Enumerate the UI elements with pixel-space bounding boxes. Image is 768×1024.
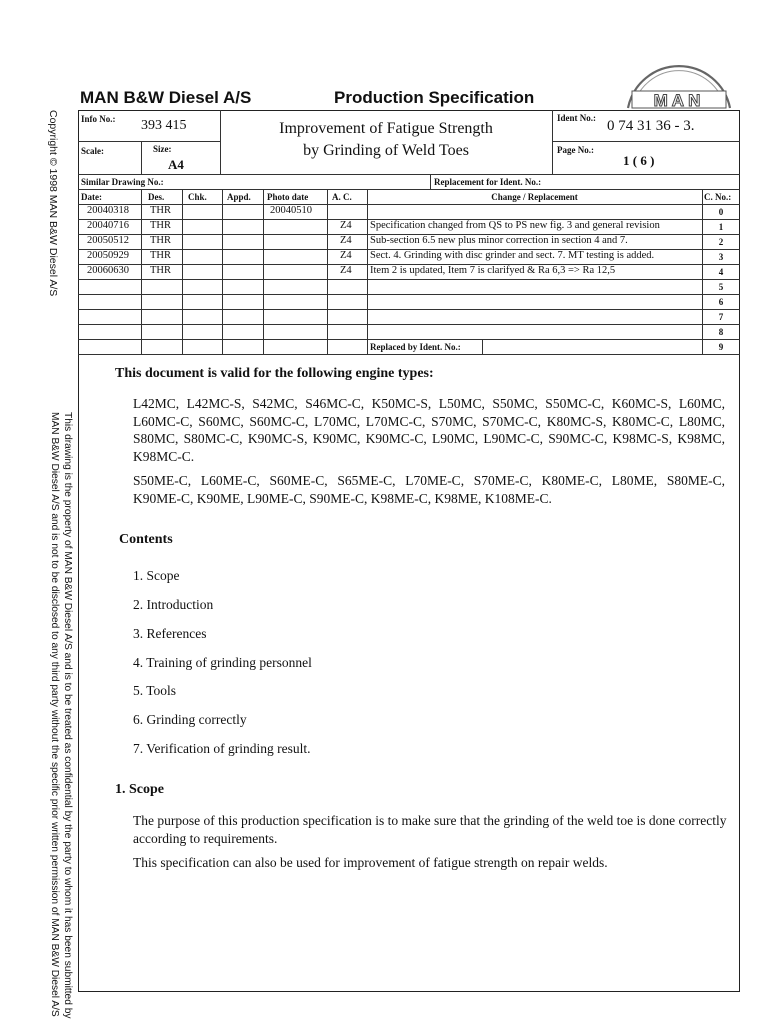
rev-cno: 8 <box>718 327 724 337</box>
rev-change: Sect. 4. Grinding with disc grinder and sect. 7. MT testing is added. <box>370 250 655 261</box>
rev-ac: Z4 <box>340 235 352 246</box>
copyright-notice: Copyright © 1998 MAN B&W Diesel A/S <box>47 110 59 297</box>
property-notice-line2: MAN B&W Diesel A/S and is not to be disclosed to any third party without the specific prior written permission of MAN B&W Diesel A/S <box>49 412 60 1017</box>
page-number: 1 ( 6 ) <box>623 153 655 168</box>
rev-date: 20050929 <box>87 250 129 261</box>
contents-item: 7. Verification of grinding result. <box>133 741 311 756</box>
rev-change: Item 2 is updated, Item 7 is clarifyed & Ra 6,3 => Ra 12,5 <box>370 265 616 276</box>
contents-item: 3. References <box>133 626 207 641</box>
engine-types-me: S50ME-C, L60ME-C, S60ME-C, S65ME-C, L70ME-C, S70ME-C, K80ME-C, L80ME, S80ME-C, K90ME-C, K90ME, L90ME-C, S90ME-C, K98ME-C, K98ME, K108ME-C. <box>133 473 725 506</box>
rev-change: Specification changed from QS to PS new fig. 3 and general revision <box>370 220 660 231</box>
rev-des: THR <box>150 250 171 261</box>
page-label: Page No.: <box>557 145 594 155</box>
company-name: MAN B&W Diesel A/S <box>80 88 252 107</box>
scope-heading: 1. Scope <box>115 782 164 797</box>
size-label: Size: <box>153 144 172 154</box>
contents-item: 1. Scope <box>133 568 180 583</box>
rev-date: 20040318 <box>87 205 129 216</box>
col-appd: Appd. <box>227 192 251 202</box>
rev-des: THR <box>150 235 171 246</box>
svg-text:MAN: MAN <box>653 91 705 110</box>
info-number: 393 415 <box>141 118 187 133</box>
rev-ac: Z4 <box>340 250 352 261</box>
rev-ac: Z4 <box>340 220 352 231</box>
document-title-line1: Improvement of Fatigue Strength <box>279 120 493 137</box>
ident-number: 0 74 31 36 - 3. <box>607 118 695 134</box>
rev-photo-date: 20040510 <box>270 205 312 216</box>
size-value: A4 <box>168 157 184 172</box>
contents-heading: Contents <box>119 532 173 547</box>
rev-des: THR <box>150 220 171 231</box>
rev-cno: 3 <box>718 252 724 262</box>
contents-item: 4. Training of grinding personnel <box>133 655 312 670</box>
document-type: Production Specification <box>334 88 535 107</box>
ident-label: Ident No.: <box>557 113 597 123</box>
col-chk: Chk. <box>188 192 207 202</box>
rev-cno: 1 <box>718 222 724 232</box>
man-logo <box>618 48 740 110</box>
property-notice-line1: This drawing is the property of MAN B&W Diesel A/S and is to be treated as confidential by the party to whom it has been submitted by <box>62 412 73 1019</box>
rev-change: Sub-section 6.5 new plus minor correction in section 4 and 7. <box>370 235 628 246</box>
contents-item: 6. Grinding correctly <box>133 712 247 727</box>
col-change: Change / Replacement <box>491 192 578 202</box>
col-photo-date: Photo date <box>267 192 309 202</box>
scope-paragraph-1: The purpose of this production specification is to make sure that the grinding of the weld toe is done correctly according to requirements. <box>133 813 727 846</box>
rev-des: THR <box>150 205 171 216</box>
rev-des: THR <box>150 265 171 276</box>
col-date: Date: <box>81 192 102 202</box>
info-label: Info No.: <box>81 114 116 124</box>
rev-cno: 0 <box>718 207 724 217</box>
scope-paragraph-2: This specification can also be used for improvement of fatigue strength on repair welds. <box>133 855 608 870</box>
col-des: Des. <box>148 192 165 202</box>
contents-item: 5. Tools <box>133 683 177 698</box>
rev-cno: 7 <box>718 312 724 322</box>
col-cno: C. No.: <box>704 192 732 202</box>
document-title-line2: by Grinding of Weld Toes <box>303 142 469 159</box>
replaced-by-label: Replaced by Ident. No.: <box>370 342 461 352</box>
col-ac: A. C. <box>332 192 352 202</box>
rev-cno: 6 <box>718 297 724 307</box>
contents-item: 2. Introduction <box>133 597 214 612</box>
rev-cno: 5 <box>718 282 724 292</box>
rev-date: 20050512 <box>87 235 129 246</box>
rev-date: 20060630 <box>87 265 129 276</box>
rev-cno: 9 <box>718 342 724 352</box>
similar-drawing-label: Similar Drawing No.: <box>81 177 164 187</box>
rev-cno: 4 <box>718 267 724 277</box>
scale-label: Scale: <box>81 146 104 156</box>
rev-ac: Z4 <box>340 265 352 276</box>
rev-date: 20040716 <box>87 220 129 231</box>
replacement-label: Replacement for Ident. No.: <box>434 177 542 187</box>
rev-cno: 2 <box>718 237 724 247</box>
engine-types-mc: L42MC, L42MC-S, S42MC, S46MC-C, K50MC-S, L50MC, S50MC, S50MC-C, K60MC-S, L60MC, L60MC-C, S60MC, S60MC-C, L70MC, L70MC-C, S70MC, S70MC-C, K80MC-S, K80MC-C, L80MC, S80MC, S80MC-C, K90MC-S, K90MC, K90MC-C, L90MC, L90MC-C, S90MC-C, K98MC-S, K98MC, K98MC-C. <box>133 396 725 464</box>
validity-heading: This document is valid for the following engine types: <box>115 366 434 381</box>
